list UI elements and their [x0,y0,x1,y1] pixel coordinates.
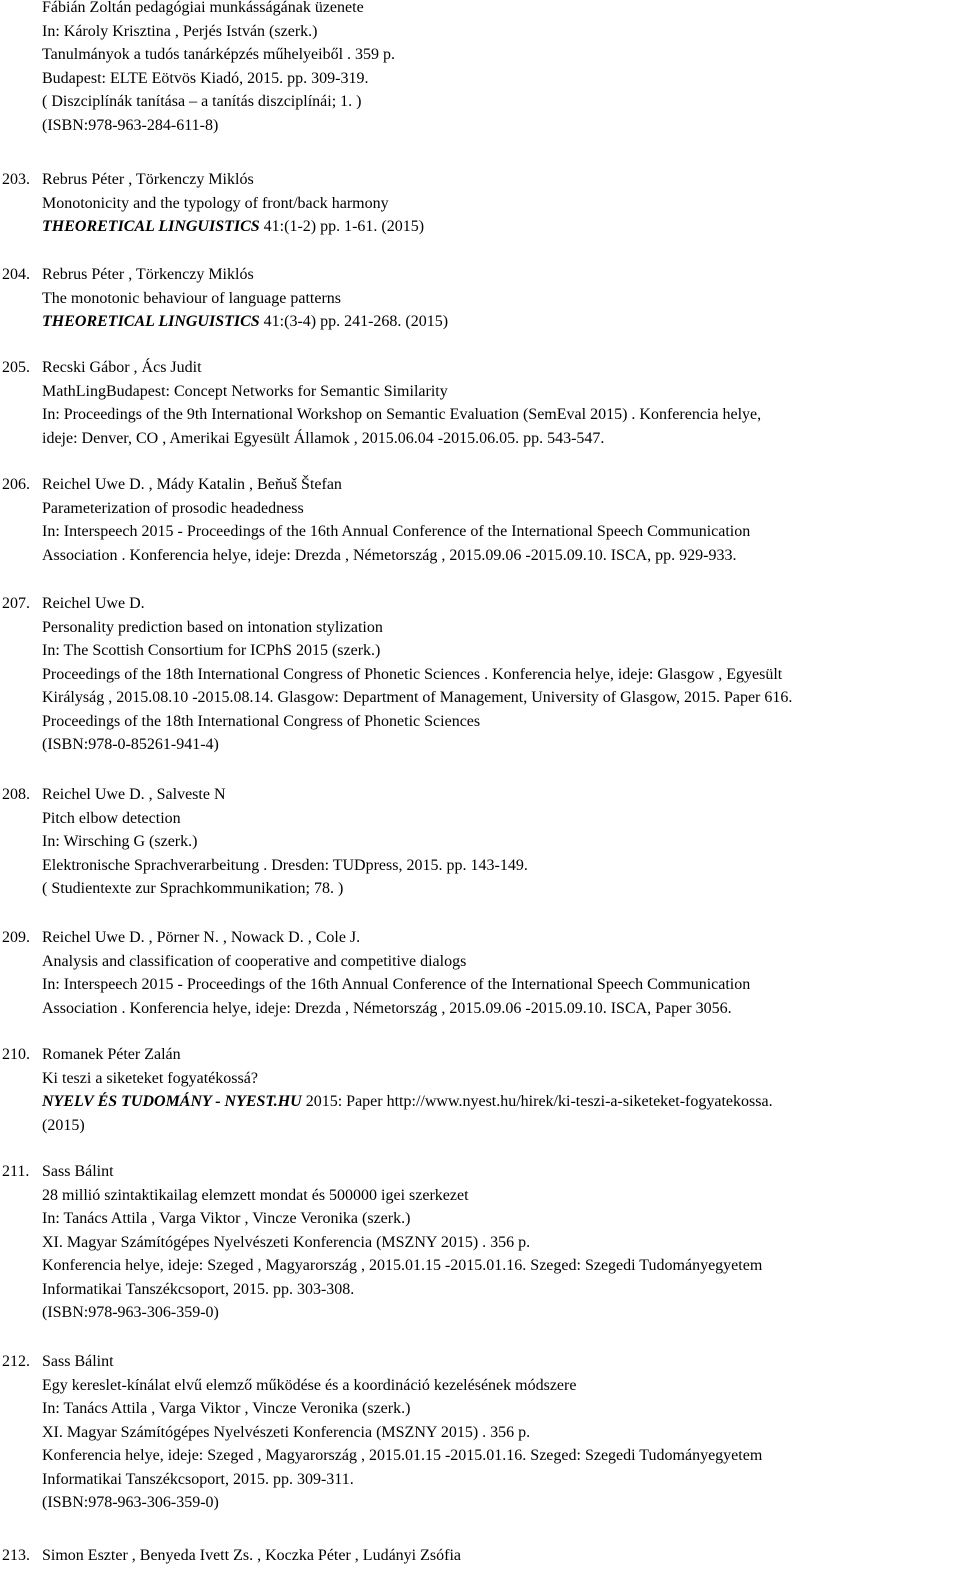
entry-line: Sass Bálint [42,1353,114,1370]
entry-line: ( Studientexte zur Sprachkommunikation; 78. ) [42,880,344,897]
entry-line: Proceedings of the 18th International Congress of Phonetic Sciences . Konferencia helye, ideje: Glasgow , Egyesült [42,665,783,683]
entry-line: Rebrus Péter , Törkenczy Miklós [42,266,254,283]
entry-line: ( Diszciplínák tanítása – a tanítás diszciplínái; 1. ) [42,93,362,110]
entry-line: (ISBN:978-963-306-359-0) [42,1494,219,1511]
entry-line: Reichel Uwe D. , Mády Katalin , Beňuš Štefan [42,476,342,493]
entry-body [42,783,954,901]
journal-title: THEORETICAL LINGUISTICS [42,218,260,235]
entry-line: XI. Magyar Számítógépes Nyelvészeti Konferencia (MSZNY 2015) . 356 p. [42,1423,531,1441]
journal-title: NYELV ÉS TUDOMÁNY - NYEST.HU [42,1093,302,1110]
entry-line: Ki teszi a siketeket fogyatékossá? [42,1069,258,1087]
entry-line: Konferencia helye, ideje: Szeged , Magyarország , 2015.01.15 -2015.01.16. Szeged: Szegedi Tudományegyetem [42,1447,763,1464]
entry-body [42,168,954,239]
entry-line: Elektronische Sprachverarbeitung . Dresden: TUDpress, 2015. pp. 143-149. [42,856,528,874]
entry-line: Reichel Uwe D. , Pörner N. , Nowack D. , Cole J. [42,929,361,946]
entry-number: 208. [2,786,30,803]
entry-line: (ISBN:978-963-306-359-0) [42,1304,219,1321]
entry-body [42,926,954,1020]
entry-line: In: The Scottish Consortium for ICPhS 2015 (szerk.) [42,642,381,659]
entry-line: Budapest: ELTE Eötvös Kiadó, 2015. pp. 309-319. [42,69,369,87]
entry-line: 28 millió szintaktikailag elemzett mondat és 500000 igei szerkezet [42,1186,469,1204]
entry-line: Personality prediction based on intonation stylization [42,618,383,636]
entry-line: Reichel Uwe D. , Salveste N [42,786,226,803]
entry-line: Simon Eszter , Benyeda Ivett Zs. , Koczka Péter , Ludányi Zsófia [42,1547,461,1564]
entry-body [42,592,954,757]
entry-line: In: Károly Krisztina , Perjés István (szerk.) [42,22,318,40]
journal-details: 41:(3-4) pp. 241-268. (2015) [259,313,449,330]
entry-line: ideje: Denver, CO , Amerikai Egyesült Államok , 2015.06.04 -2015.06.05. pp. 543-547. [42,429,605,447]
journal-citation-line [42,1090,954,1114]
entry-line: In: Interspeech 2015 - Proceedings of the 16th Annual Conference of the International Speech Communication [42,523,751,540]
entry-line: (2015) [42,1116,85,1134]
entry-number: 207. [2,595,30,612]
entry-line: Konferencia helye, ideje: Szeged , Magyarország , 2015.01.15 -2015.01.16. Szeged: Szegedi Tudományegyetem [42,1257,763,1274]
entry-line: Romanek Péter Zalán [42,1046,181,1063]
entry-number: 206. [2,476,30,493]
entry-line: In: Tanács Attila , Varga Viktor , Vincze Veronika (szerk.) [42,1210,411,1227]
entry-body [42,263,954,334]
entry-body [42,1544,954,1568]
entry-line: The monotonic behaviour of language patterns [42,289,342,307]
entry-line: Egy kereslet-kínálat elvű elemző működése és a koordináció kezelésének módszere [42,1376,577,1394]
entry-line: Association . Konferencia helye, ideje: Drezda , Németország , 2015.09.06 -2015.09.10. ISCA, pp. 929-933. [42,546,737,564]
entry-line: Pitch elbow detection [42,809,181,827]
entry-body [42,1160,954,1325]
journal-citation-line [42,310,954,334]
entry-body [42,1043,954,1137]
entry-line: In: Interspeech 2015 - Proceedings of the 16th Annual Conference of the International Speech Communication [42,976,751,993]
entry-body [42,473,954,567]
entry-number: 211. [2,1163,30,1180]
entry-number: 203. [2,171,30,188]
entry-line: Reichel Uwe D. [42,595,145,612]
entry-line: In: Proceedings of the 9th International Workshop on Semantic Evaluation (SemEval 2015) . Konferencia helye, [42,406,762,423]
entry-line: Rebrus Péter , Törkenczy Miklós [42,171,254,188]
entry-number: 210. [2,1046,30,1063]
entry-body [42,1350,954,1515]
journal-title: THEORETICAL LINGUISTICS [42,313,260,330]
entry-line: MathLingBudapest: Concept Networks for Semantic Similarity [42,382,448,400]
entry-line: Fábián Zoltán pedagógiai munkásságának üzenete [42,0,364,16]
entry-line: In: Tanács Attila , Varga Viktor , Vincze Veronika (szerk.) [42,1400,411,1417]
entry-line: Informatikai Tanszékcsoport, 2015. pp. 303-308. [42,1280,355,1298]
entry-number: 209. [2,929,30,946]
entry-number: 212. [2,1353,30,1370]
entry-number: 213. [2,1547,30,1564]
entry-line: Association . Konferencia helye, ideje: Drezda , Németország , 2015.09.06 -2015.09.10. ISCA, Paper 3056. [42,999,732,1017]
entry-line: XI. Magyar Számítógépes Nyelvészeti Konferencia (MSZNY 2015) . 356 p. [42,1233,531,1251]
entry-number: 205. [2,359,30,376]
entry-line: Monotonicity and the typology of front/back harmony [42,194,389,212]
entry-line: Analysis and classification of cooperative and competitive dialogs [42,952,467,970]
entry-line: (ISBN:978-963-284-611-8) [42,116,219,134]
entry-line: Recski Gábor , Ács Judit [42,359,202,376]
entry-line: Proceedings of the 18th International Congress of Phonetic Sciences [42,712,481,730]
entry-line: Sass Bálint [42,1163,114,1180]
entry-line: In: Wirsching G (szerk.) [42,833,198,850]
entry-number: 204. [2,266,30,283]
continued-entry [42,0,952,137]
entry-line: Tanulmányok a tudós tanárképzés műhelyeiből . 359 p. [42,46,396,63]
journal-citation-line [42,215,954,239]
entry-line: Informatikai Tanszékcsoport, 2015. pp. 309-311. [42,1470,354,1488]
entry-line: (ISBN:978-0-85261-941-4) [42,736,219,753]
journal-details: 2015: Paper http://www.nyest.hu/hirek/ki-teszi-a-siketeket-fogyatekossa. [301,1093,773,1110]
entry-line: Parameterization of prosodic headedness [42,499,304,517]
entry-line: Királyság , 2015.08.10 -2015.08.14. Glasgow: Department of Management, University of Glasgow, 2015. Paper 616. [42,689,793,706]
journal-details: 41:(1-2) pp. 1-61. (2015) [259,218,425,235]
entry-body [42,356,954,450]
